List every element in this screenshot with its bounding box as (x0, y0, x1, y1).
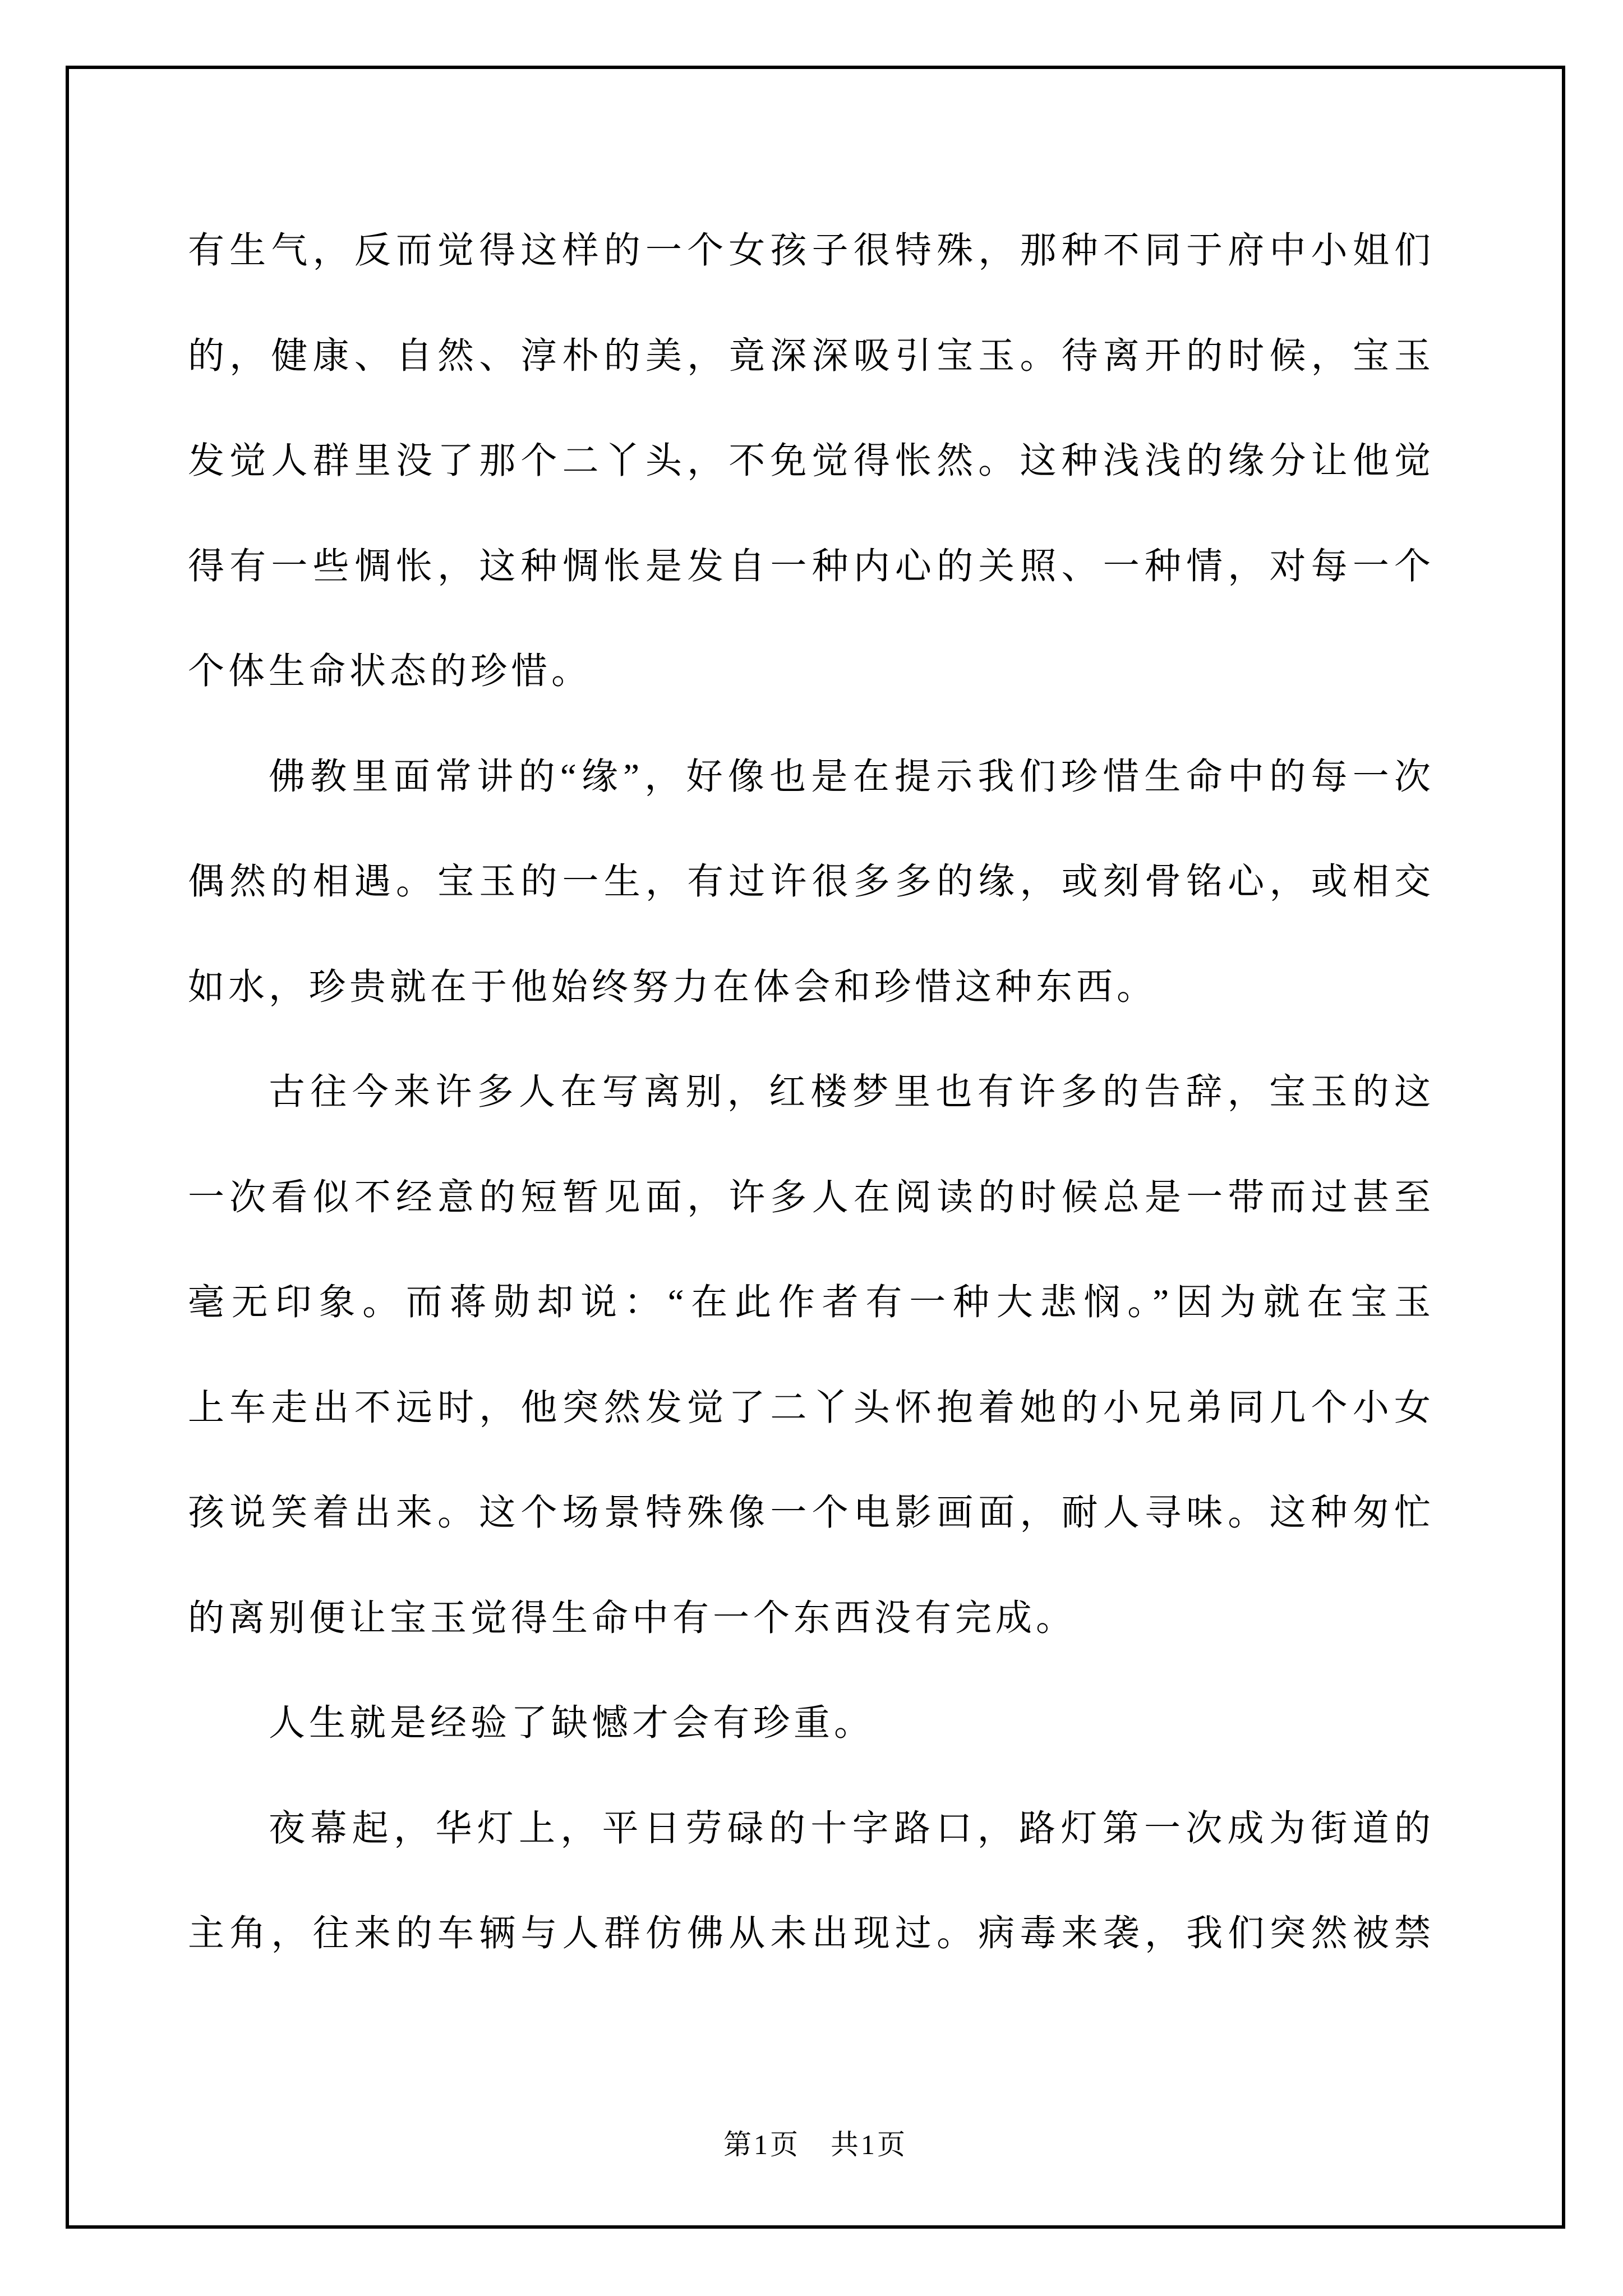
text-line: 佛教里面常讲的“缘”，好像也是在提示我们珍惜生命中的每一次 (269, 756, 1435, 797)
text-line: 孩说笑着出来。这个场景特殊像一个电影画面，耐人寻味。这种匆忙 (188, 1493, 1435, 1533)
text-line: 的离别便让宝玉觉得生命中有一个东西没有完成。 (188, 1598, 1077, 1639)
text-line: 上车走出不远时，他突然发觉了二丫头怀抱着她的小兄弟同几个小女 (188, 1387, 1435, 1428)
text-line: 得有一些惆怅，这种惆怅是发自一种内心的关照、一种情，对每一个 (188, 546, 1435, 587)
text-line: 的，健康、自然、淳朴的美，竟深深吸引宝玉。待离开的时候，宝玉 (188, 335, 1435, 376)
text-line: 如水，珍贵就在于他始终努力在体会和珍惜这种东西。 (188, 967, 1158, 1007)
body-text (188, 199, 1435, 1987)
text-line: 人生就是经验了缺憾才会有珍重。 (269, 1703, 875, 1743)
text-line: 主角，往来的车辆与人群仿佛从未出现过。病毒来袭，我们突然被禁 (188, 1913, 1435, 1954)
text-line: 发觉人群里没了那个二丫头，不免觉得怅然。这种浅浅的缘分让他觉 (188, 441, 1435, 481)
text-line: 夜幕起，华灯上，平日劳碌的十字路口，路灯第一次成为街道的 (269, 1808, 1435, 1849)
page-number-text: 第1页 共1页 (723, 2129, 907, 2160)
text-line: 有生气，反而觉得这样的一个女孩子很特殊，那种不同于府中小姐们 (188, 231, 1435, 271)
text-line: 毫无印象。而蒋勋却说：“在此作者有一种大悲悯。”因为就在宝玉 (188, 1282, 1435, 1323)
page-footer (66, 2125, 1565, 2164)
text-line: 个体生命状态的珍惜。 (188, 651, 592, 692)
text-line: 一次看似不经意的短暂见面，许多人在阅读的时候总是一带而过甚至 (188, 1177, 1435, 1218)
text-line: 古往今来许多人在写离别，红楼梦里也有许多的告辞，宝玉的这 (269, 1072, 1435, 1112)
text-line: 偶然的相遇。宝玉的一生，有过许很多多的缘，或刻骨铭心，或相交 (188, 862, 1435, 902)
